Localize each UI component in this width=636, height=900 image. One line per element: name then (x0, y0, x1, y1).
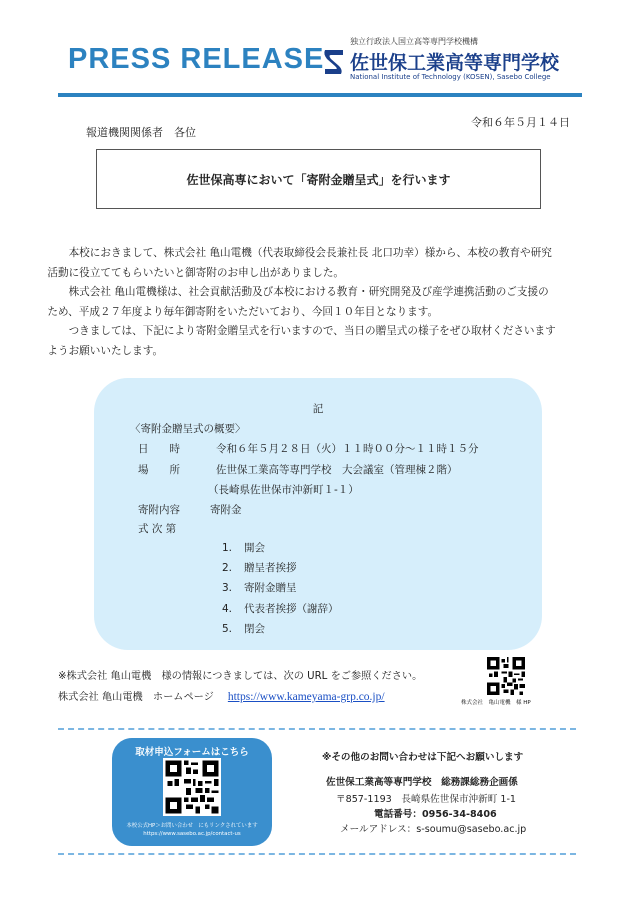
coverage-form-title: 取材申込フォームはこちら (135, 747, 249, 758)
dashed-divider-bottom (58, 853, 576, 855)
contact-department: 佐世保工業高等専門学校 総務課総務企画係 (326, 777, 518, 788)
contact-intro: ※その他のお問い合わせは下記へお願いします (322, 752, 524, 763)
ki-heading: 記 (312, 403, 324, 415)
program-item-text: 寄附金贈呈 (244, 582, 297, 595)
coverage-form-panel (112, 738, 272, 846)
program-item-number: 5. (222, 622, 233, 635)
coverage-form-qr-code-icon[interactable] (163, 758, 221, 816)
org-parent-name: 独立行政法人国立高等専門学校機構 (350, 37, 478, 46)
body-text (47, 244, 586, 362)
company-qr-code-icon[interactable] (487, 657, 525, 695)
content-label: 寄附内容 (138, 504, 180, 516)
details-heading: 〈寄附金贈呈式の概要〉 (130, 423, 246, 435)
program-item-number: 2. (222, 562, 233, 575)
program-item-text: 贈呈者挨拶 (244, 562, 297, 575)
place-address: （長崎県佐世保市沖新町１-１） (208, 484, 359, 496)
program-label: 式 次 第 (138, 523, 177, 535)
paragraph-2 (47, 283, 586, 322)
place-label: 場 所 (138, 464, 180, 476)
org-logo-block (322, 36, 582, 86)
release-date: 令和６年５月１４日 (471, 116, 570, 129)
content-value: 寄附金 (210, 504, 242, 516)
release-title: 佐世保高専において「寄附金贈呈式」を行います (186, 172, 451, 187)
dashed-divider-top (58, 728, 576, 730)
recipient: 報道機関関係者 各位 (86, 126, 196, 139)
program-item (222, 538, 339, 558)
date-label: 日 時 (138, 443, 180, 455)
details-panel (94, 378, 542, 650)
program-item-number: 3. (222, 582, 233, 595)
contact-email[interactable]: メールアドレス：s-soumu@sasebo.ac.jp (340, 824, 527, 835)
company-info-note: ※株式会社 亀山電機 様の情報につきましては、次の URL をご参照ください。 (58, 671, 423, 682)
paragraph-1-line-1: 本校におきまして、株式会社 亀山電機（代表取締役会長兼社長 北口功幸）様から、本校の教育や研究 (68, 247, 552, 259)
program-item-text: 代表者挨拶（謝辞） (244, 602, 339, 615)
paragraph-2-line-2: ため、平成２７年度より毎年御寄附をいただいており、今回１０年目となります。 (47, 305, 439, 318)
company-homepage-link[interactable]: https://www.kameyama-grp.co.jp/ (227, 691, 385, 703)
program-item-text: 閉会 (244, 622, 265, 635)
org-name: 佐世保工業高等専門学校 (350, 52, 560, 74)
program-item (222, 558, 339, 578)
paragraph-1-line-2: 活動に役立ててもらいたいと御寄附のお申し出がありました。 (47, 266, 345, 279)
coverage-form-url[interactable]: https://www.sasebo.ac.jp/contact-us (143, 831, 241, 837)
company-qr-caption: 株式会社 亀山電機 様 HP (461, 700, 531, 706)
contact-address: 〒857-1193 長崎県佐世保市沖新町 1-1 (336, 794, 517, 805)
header-divider (58, 93, 582, 97)
press-release-title: PRESS RELEASE (68, 43, 325, 75)
place-value: 佐世保工業高等専門学校 大会議室（管理棟２階） (216, 464, 458, 476)
release-title-box (96, 149, 541, 209)
program-item-number: 4. (222, 602, 233, 615)
homepage-label: 株式会社 亀山電機 ホームページ (58, 692, 214, 703)
org-name-en: National Institute of Technology (KOSEN), Sasebo College (350, 73, 551, 81)
company-homepage-line (58, 688, 385, 703)
coverage-form-caption (112, 822, 272, 838)
program-item-text: 開会 (244, 542, 265, 554)
paragraph-3-line-1: つきましては、下記により寄附金贈呈式を行いますので、当日の贈呈式の様子をぜひ取材くださいます (68, 325, 556, 338)
program-item (222, 578, 339, 598)
program-item (222, 619, 339, 639)
program-item (222, 599, 339, 619)
contact-phone: 電話番号：0956-34-8406 (374, 809, 497, 820)
coverage-form-caption-line-1: 本校公式HP＞お問い合わせ にもリンクされています (126, 823, 258, 829)
paragraph-3 (47, 322, 586, 361)
paragraph-2-line-1: 株式会社 亀山電機様は、社会貢献活動及び本校における教育・研究開発及び産学連携活動のご支援の (68, 286, 549, 299)
program-list (222, 538, 339, 639)
program-item-number: 1. (222, 542, 233, 554)
date-value: 令和６年５月２８日（火）１１時００分～１１時１５分 (216, 443, 479, 455)
paragraph-3-line-2: ようお願いいたします。 (47, 344, 164, 357)
college-logo-icon (322, 48, 346, 76)
paragraph-1 (47, 244, 586, 283)
